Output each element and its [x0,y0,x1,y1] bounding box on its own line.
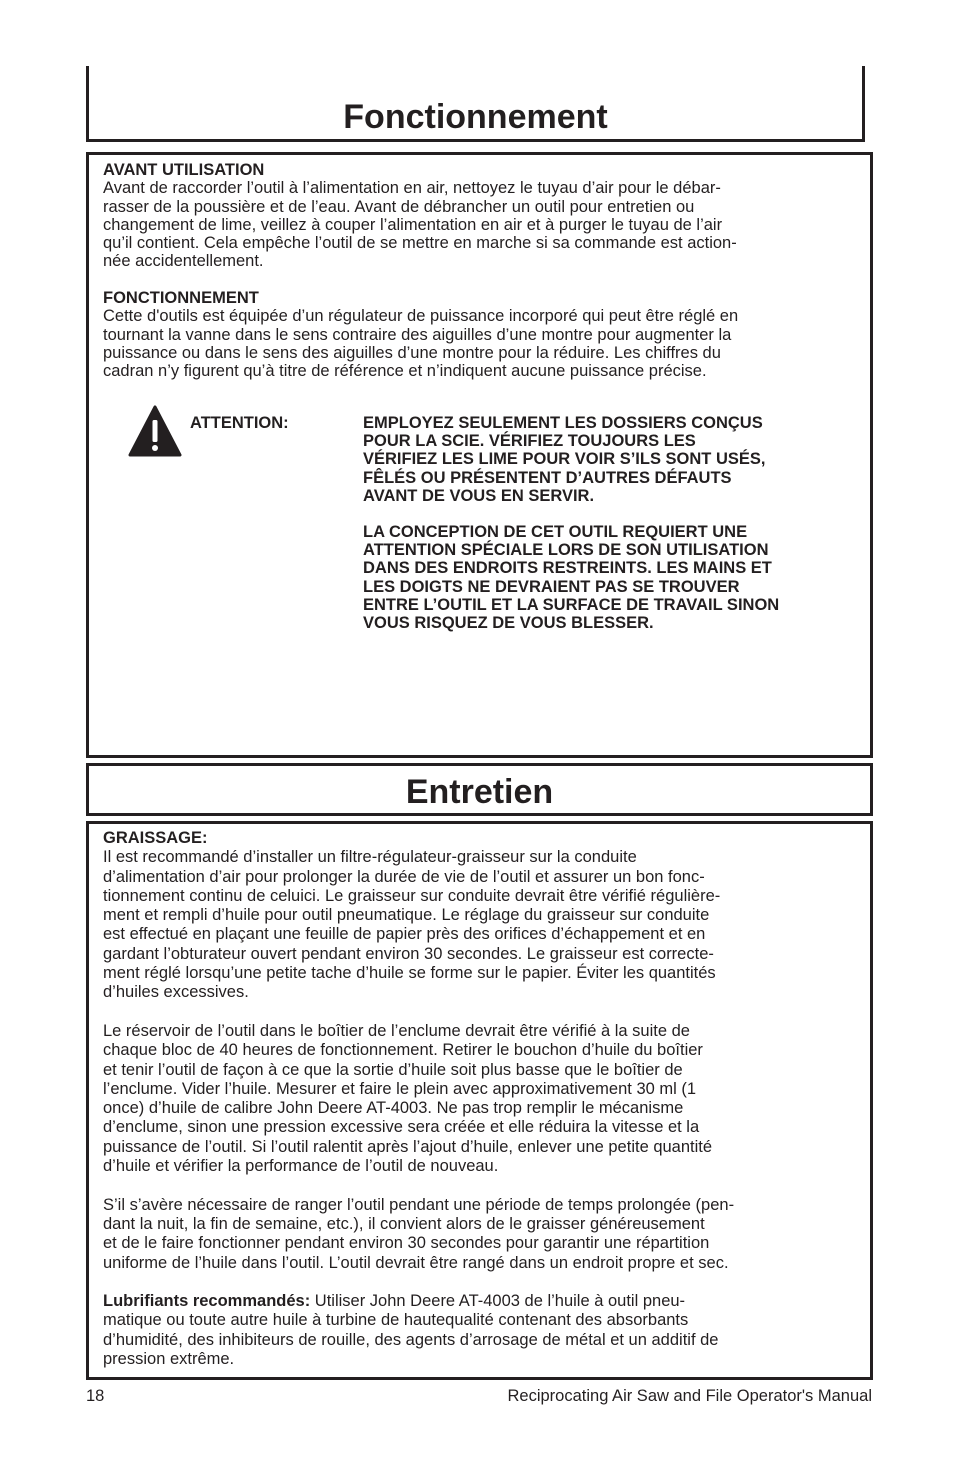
fonctionnement-text [103,161,853,381]
reservoir-line: d’huile et vérifier la performance de l’outil de nouveau. [103,1157,499,1176]
fonct-line: tournant la vanne dans le sens contraire des aiguilles d’une montre pour augmenter la [103,325,732,344]
avant-line: Avant de raccorder l’outil à l’alimentation en air, nettoyez le tuyau d’air pour le débar- [103,179,721,198]
graissage-line: est effectué en plaçant une feuille de papier près des orifices d’échappement et en [103,925,706,944]
lubrifiants-line: matique ou toute autre huile à turbine de hautequalité contenant des absorbants [103,1311,689,1330]
lubrifiants-line: pression extrême. [103,1350,235,1369]
reservoir-line: puissance de l’outil. Si l’outil ralentit après l’ajout d’huile, enlever une petite quantité [103,1137,713,1156]
warning-line: VÉRIFIEZ LES LIME POUR VOIR S’ILS SONT USÉS, [363,450,766,469]
warning-line: POUR LA SCIE. VÉRIFIEZ TOUJOURS LES [363,432,696,451]
graissage-line: tionnement continu de celuici. Le graisseur sur conduite devrait être vérifié régulière- [103,886,721,905]
rangement-line: uniforme de l’huile dans l’outil. L’outil devrait être rangé dans un endroit propre et sec. [103,1253,729,1272]
warning-line: VOUS RISQUEZ DE VOUS BLESSER. [363,614,654,633]
section-header-entretien [86,763,873,816]
reservoir-line: l’enclume. Vider l’huile. Mesurer et faire le plein avec approximativement 30 ml (1 [103,1079,697,1098]
fonctionnement-heading: FONCTIONNEMENT [103,289,259,308]
fonct-line: puissance ou dans le sens des aiguilles d’une montre pour la réduire. Les chiffres du [103,343,721,362]
graissage-line: ment réglé lorsqu’une petite tache d’huile se forme sur le papier. Éviter les quantités [103,964,716,983]
rangement-line: S’il s’avère nécessaire de ranger l’outil pendant une période de temps prolongée (pen- [103,1195,735,1214]
warning-line: LA CONCEPTION DE CET OUTIL REQUIERT UNE [363,523,748,542]
warning-triangle-icon [128,405,182,457]
warning-line: FÊLÉS OU PRÉSENTENT D’AUTRES DÉFAUTS [363,468,732,487]
avant-line: rasser de la poussière et de l’eau. Avant de débrancher un outil pour entretien ou [103,197,695,216]
warning-line: ENTRE L’OUTIL ET LA SURFACE DE TRAVAIL SINON [363,595,780,614]
graissage-line: gardant l’obturateur ouvert pendant environ 30 secondes. Le graisseur est correcte- [103,944,714,963]
avant-line: qu’il contient. Cela empêche l’outil de se mettre en marche si sa commande est action- [103,234,737,253]
warning-line: AVANT DE VOUS EN SERVIR. [363,486,595,505]
section-title-entretien: Entretien [405,773,554,811]
avant-line: née accidentellement. [103,252,264,271]
reservoir-line: Le réservoir de l’outil dans le boîtier de l’enclume devrait être vérifié à la suite de [103,1021,690,1040]
graissage-line: d’alimentation d’air pour prolonger la durée de vie de l’outil et assurer un bon fonc- [103,867,705,886]
rangement-line: et de le faire fonctionner pendant environ 30 secondes pour garantir une répartition [103,1234,710,1253]
rangement-line: dant la nuit, la fin de semaine, etc.), il convient alors de le graisser généreusement [103,1214,705,1233]
graissage-line: ment et rempli d’huile pour outil pneumatique. Le réglage du graisseur sur conduite [103,906,710,925]
reservoir-line: once) d’huile de calibre John Deere AT-4003. Ne pas trop remplir le mécanisme [103,1099,684,1118]
avant-utilisation-heading: AVANT UTILISATION [103,161,265,179]
lubrifiants-label: Lubrifiants recommandés: [103,1292,311,1311]
lubrifiants-line: d’humidité, des inhibiteurs de rouille, des agents d’arrosage de métal et un additif de [103,1330,719,1349]
warning-line: ATTENTION SPÉCIALE LORS DE SON UTILISATION [363,541,769,560]
warning-line: LES DOIGTS NE DEVRAIENT PAS SE TROUVER [363,577,740,596]
graissage-line: d’huiles excessives. [103,983,249,1002]
avant-line: changement de lime, veillez à couper l’alimentation en air et à purger le tuyau de l’air [103,215,723,234]
attention-text [363,414,858,632]
lubrifiants-first-line [103,1292,853,1311]
page-number: 18 [86,1387,105,1405]
reservoir-line: d’enclume, sinon une pression excessive sera créée et elle réduira la vitesse et la [103,1118,700,1137]
fonct-line: Cette d'outils est équipée d’un régulateur de puissance incorporé qui peut être réglé en [103,307,739,326]
lubrifiants-text: Utiliser John Deere AT-4003 de l’huile à outil pneu- [310,1292,686,1311]
entretien-text [103,829,853,1369]
graissage-heading: GRAISSAGE: [103,829,208,847]
section-title-fonctionnement: Fonctionnement [343,98,608,136]
manual-title: Reciprocating Air Saw and File Operator's Manual [507,1387,872,1405]
attention-label: ATTENTION: [190,414,289,432]
graissage-line: Il est recommandé d’installer un filtre-régulateur-graisseur sur la conduite [103,848,637,867]
warning-line: DANS DES ENDROITS RESTREINTS. LES MAINS ET [363,559,772,578]
reservoir-line: chaque bloc de 40 heures de fonctionnement. Retirer le bouchon d’huile du boîtier [103,1041,703,1060]
reservoir-line: et tenir l’outil de façon à ce que la sortie d’huile soit plus basse que le boîtier de [103,1060,683,1079]
section-header-fonctionnement [86,66,865,142]
fonct-line: cadran n’y figurent qu’à titre de référence et n’indiquent aucune puissance précise. [103,362,707,381]
warning-line: EMPLOYEZ SEULEMENT LES DOSSIERS CONÇUS [363,414,763,432]
